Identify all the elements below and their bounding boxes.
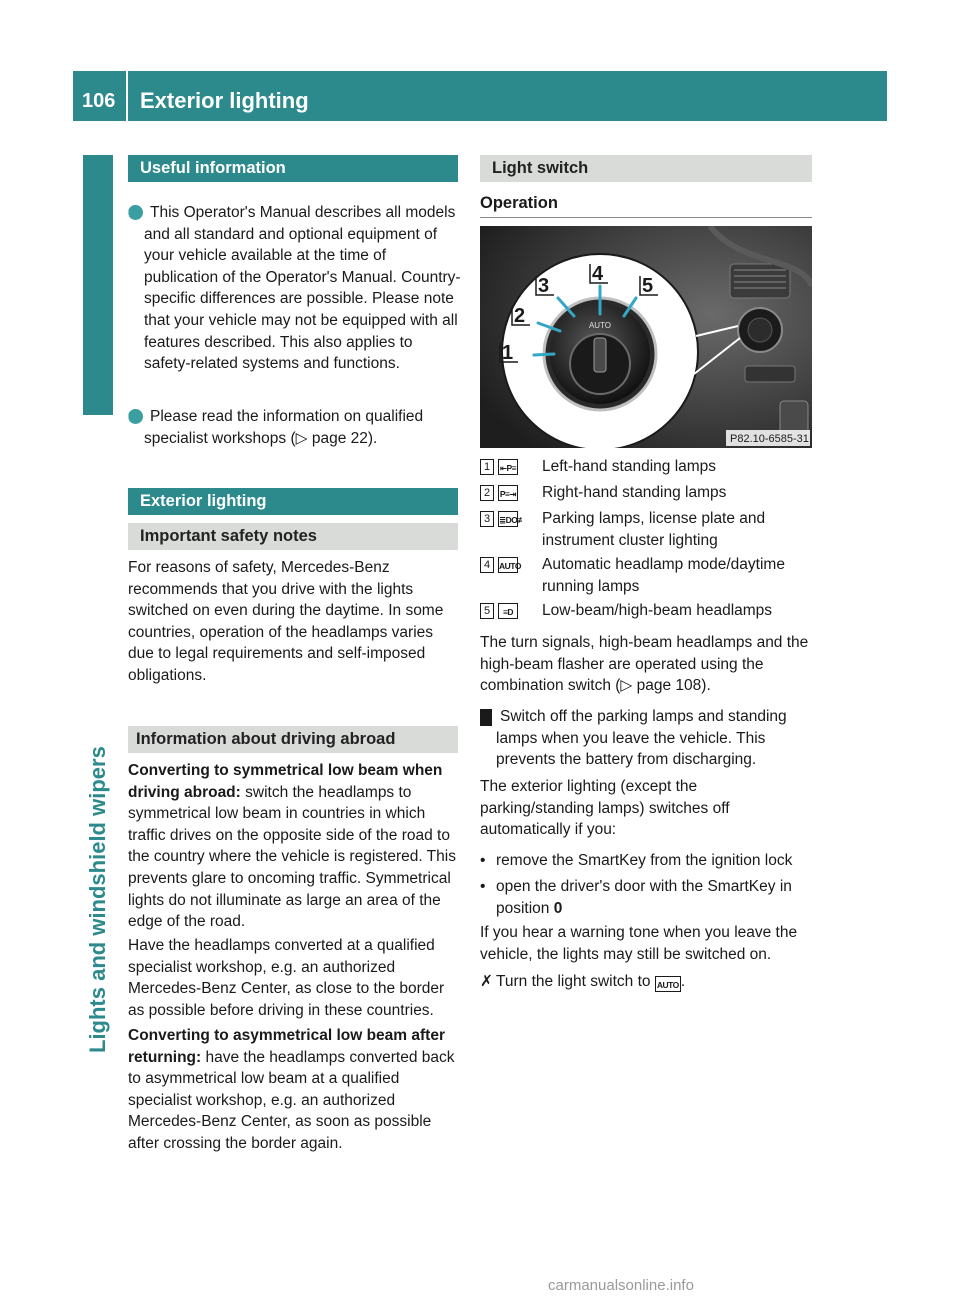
action-arrow-icon: ✗ (480, 973, 493, 990)
photo-number-1: 1 (502, 342, 514, 364)
light-switch-photo (480, 226, 812, 448)
action-end: . (680, 973, 686, 990)
warning-icon: ! (480, 709, 492, 726)
useful-info-heading: Useful information (128, 155, 458, 182)
legend-key-3: 3 (480, 511, 494, 527)
symmetrical-text: switch the headlamps to symmetrical low beam in countries in which traffic drives on the opposite side of the road to the country where the vehicle is registered. This prevents glare to oncoming traffic. Symmetrical lights do not illuminate as large an area of the edge of the road. (128, 783, 456, 931)
bullet-icon: • (480, 878, 486, 895)
position-value: 0 (553, 899, 563, 917)
driving-abroad-heading: Information about driving abroad (128, 726, 458, 753)
legend-item-1 (480, 456, 812, 478)
asymmetrical-text: have the headlamps converted back to asymmetrical low beam at a qualified specialist workshop, e.g. an authorized Mercedes-Benz Center, as soon as possible after crossing the border again. (128, 1048, 455, 1152)
turn-signals-text: The turn signals, high-beam headlamps and the high-beam flasher are operated using the combination switch (▷ page 108). (480, 634, 809, 695)
legend-text-3: Parking lamps, license plate and instrument cluster lighting (542, 510, 766, 549)
bullet-item-1 (480, 850, 814, 872)
right-standing-lamps-icon: P≡⇥ (498, 485, 518, 501)
bullet-item-2 (480, 876, 814, 919)
safety-notes-text: For reasons of safety, Mercedes-Benz recommends that you drive with the lights switched on even during the daytime. In some countries, operation of the headlamps varies due to legal requirements and self-imposed obligations. (128, 559, 444, 684)
side-tab (83, 155, 113, 415)
legend-key-5: 5 (480, 603, 494, 619)
bullet-text-2: open the driver's door with the SmartKey in position (496, 878, 792, 917)
light-switch-heading: Light switch (480, 155, 812, 182)
side-label-text: Lights and windshield wipers (85, 746, 110, 1053)
warning-note-text: Switch off the parking lamps and standing lamps when you leave the vehicle. This prevents the battery from discharging. (496, 708, 787, 769)
switch-auto-label: AUTO (588, 321, 612, 330)
legend-key-2: 2 (480, 485, 494, 501)
info-note-2-text: Please read the information on qualified specialist workshops (▷ page 22). (144, 408, 424, 447)
legend-text-1: Left-hand standing lamps (542, 458, 717, 475)
low-beam-icon: ≡D (498, 603, 518, 619)
page-title: Exterior lighting (140, 88, 309, 113)
warning-note (475, 706, 814, 771)
page-number: 106 (82, 90, 116, 112)
legend-text-4: Automatic headlamp mode/daytime running lamps (542, 556, 785, 595)
light-switch-illustration (480, 226, 812, 448)
symmetrical-paragraph (128, 760, 462, 933)
info-icon: i (128, 409, 143, 424)
footer-watermark: carmanualsonline.info (548, 1277, 694, 1294)
info-note-1-text: This Operator's Manual describes all models and all standard and optional equipment of your vehicle available at the time of publication of the Operator's Manual. Country-specific differences are possible. Please note that your vehicle may not be equipped with all features described. This also applies to safety-related systems and functions. (144, 204, 461, 373)
legend-key-4: 4 (480, 557, 494, 573)
operation-title: Operation (480, 194, 558, 212)
bullet-icon: • (480, 852, 486, 869)
left-standing-lamps-icon: ⇤P≡ (498, 459, 518, 475)
legend-item-4 (480, 554, 812, 597)
side-label (85, 746, 113, 1053)
bullet-text-1: remove the SmartKey from the ignition lock (496, 852, 793, 869)
auto-headlamp-icon: AUTO (498, 557, 518, 573)
auto-symbol-icon: AUTO (655, 976, 681, 992)
info-note-1 (125, 202, 462, 375)
exterior-lighting-heading: Exterior lighting (128, 488, 458, 515)
action-step (480, 971, 814, 993)
photo-number-2: 2 (514, 305, 526, 327)
info-icon: i (128, 205, 143, 220)
legend-item-3 (480, 508, 812, 551)
safety-notes-heading: Important safety notes (128, 523, 458, 550)
auto-off-text: The exterior lighting (except the parking/standing lamps) switches off automatically if you: (480, 778, 730, 839)
action-text: Turn the light switch to (496, 973, 655, 990)
photo-number-4: 4 (592, 263, 604, 285)
photo-number-5: 5 (642, 275, 654, 297)
photo-number-3: 3 (538, 275, 550, 297)
symmetrical-bold: Converting to symmetrical low beam when driving abroad: (128, 762, 443, 801)
header-divider (126, 71, 128, 121)
asymmetrical-paragraph (128, 1025, 462, 1155)
parking-lamps-icon: ≣DO≢ (498, 511, 518, 527)
convert-paragraph: Have the headlamps converted at a qualified specialist workshop, e.g. an authorized Mercedes-Benz Center, as close to the border as possible before driving in these countries. (128, 937, 445, 1019)
operation-rule (480, 217, 812, 218)
asymmetrical-bold: Converting to asymmetrical low beam after returning: (128, 1027, 445, 1066)
legend-text-5: Low-beam/high-beam headlamps (542, 602, 773, 619)
photo-code: P82.10-6585-31 (730, 433, 809, 445)
legend-item-2 (480, 482, 812, 504)
info-note-2 (125, 406, 462, 449)
legend-item-5 (480, 600, 812, 622)
legend-text-2: Right-hand standing lamps (542, 484, 727, 501)
legend-key-1: 1 (480, 459, 494, 475)
warning-tone-text: If you hear a warning tone when you leave the vehicle, the lights may still be switched on. (480, 924, 798, 963)
